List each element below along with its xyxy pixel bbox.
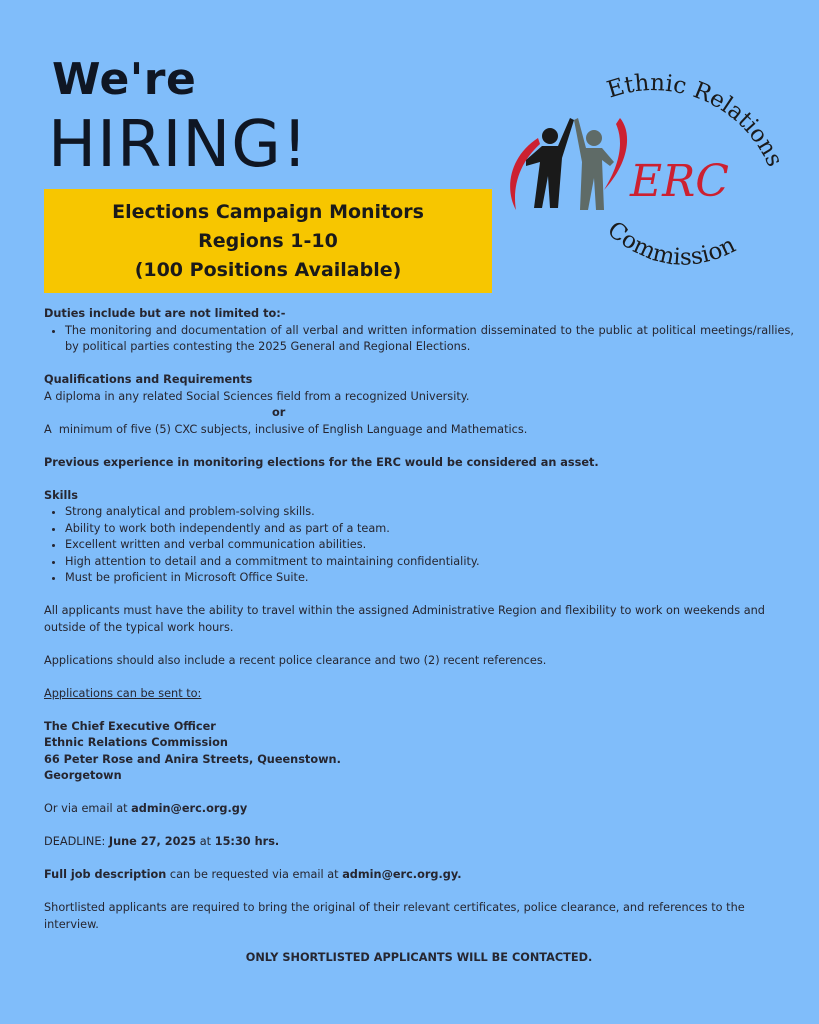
list-item: • High attention to detail and a commitment to maintaining confidentiality.: [65, 554, 794, 571]
shortlisted-note: Shortlisted applicants are required to bring the original of their relevant certificates, police clearance, and references to the interview.: [44, 901, 745, 931]
deadline-line: DEADLINE: June 27, 2025 at 15:30 hrs.: [44, 835, 280, 848]
list-item: • The monitoring and documentation of all verbal and written information disseminated to the public at political meetings/rallies, by political parties contesting the 2025 General and Regional Elections.: [65, 323, 794, 356]
experience-note: Previous experience in monitoring elections for the ERC would be considered an asset.: [44, 455, 599, 469]
duties-list: [44, 323, 794, 356]
list-item: • Strong analytical and problem-solving skills.: [65, 504, 794, 521]
police-clearance-note: Applications should also include a recent police clearance and two (2) recent references.: [44, 653, 547, 667]
address-line-1: The Chief Executive Officer: [44, 719, 216, 733]
list-item: • Must be proficient in Microsoft Office Suite.: [65, 570, 794, 587]
travel-requirement: All applicants must have the ability to travel within the assigned Administrative Region and flexibility to work on weekends and outside of the typical work hours.: [44, 604, 765, 634]
deadline-time: 15:30 hrs.: [214, 835, 280, 848]
erc-logo: [498, 58, 790, 292]
qualification-cxc: A minimum of five (5) CXC subjects, inclusive of English Language and Mathematics.: [44, 422, 528, 436]
address-line-3: 66 Peter Rose and Anira Streets, Queenstown.: [44, 752, 341, 766]
job-details: [44, 306, 794, 966]
send-to-label: Applications can be sent to:: [44, 686, 202, 700]
banner-regions: Regions 1-10: [198, 229, 338, 252]
qualifications-heading: Qualifications and Requirements: [44, 373, 253, 386]
deadline-date: June 27, 2025: [108, 835, 197, 848]
address-line-2: Ethnic Relations Commission: [44, 736, 228, 749]
headline-were: We're: [52, 54, 197, 105]
logo-swoosh-icon: [604, 118, 627, 190]
duties-heading: Duties include but are not limited to:-: [44, 307, 286, 320]
position-banner: [44, 189, 492, 293]
logo-arc-top-text: Ethnic Relations: [604, 70, 788, 171]
headline-hiring: HIRING!: [48, 108, 309, 182]
logo-figures-icon: [526, 118, 614, 210]
logo-abbr-text: ERC: [630, 156, 729, 207]
logo-arc-bottom-text: Commission: [602, 216, 740, 271]
list-item: • Excellent written and verbal communication abilities.: [65, 537, 794, 554]
email-link[interactable]: admin@erc.org.gy: [131, 802, 248, 815]
email-line: Or via email at admin@erc.org.gy: [44, 802, 248, 815]
list-item: • Ability to work both independently and as part of a team.: [65, 521, 794, 538]
banner-title: Elections Campaign Monitors: [112, 200, 424, 223]
email-link[interactable]: admin@erc.org.gy.: [342, 868, 462, 881]
qualification-or: or: [272, 406, 286, 419]
skills-list: [44, 504, 794, 587]
banner-positions: (100 Positions Available): [134, 258, 402, 281]
job-description-line: Full job description can be requested via email at admin@erc.org.gy.: [44, 868, 462, 881]
qualification-diploma: A diploma in any related Social Sciences field from a recognized University.: [44, 389, 470, 403]
footer-notice: ONLY SHORTLISTED APPLICANTS WILL BE CONTACTED.: [245, 950, 593, 964]
skills-heading: Skills: [44, 488, 78, 502]
address-line-4: Georgetown: [44, 769, 122, 782]
